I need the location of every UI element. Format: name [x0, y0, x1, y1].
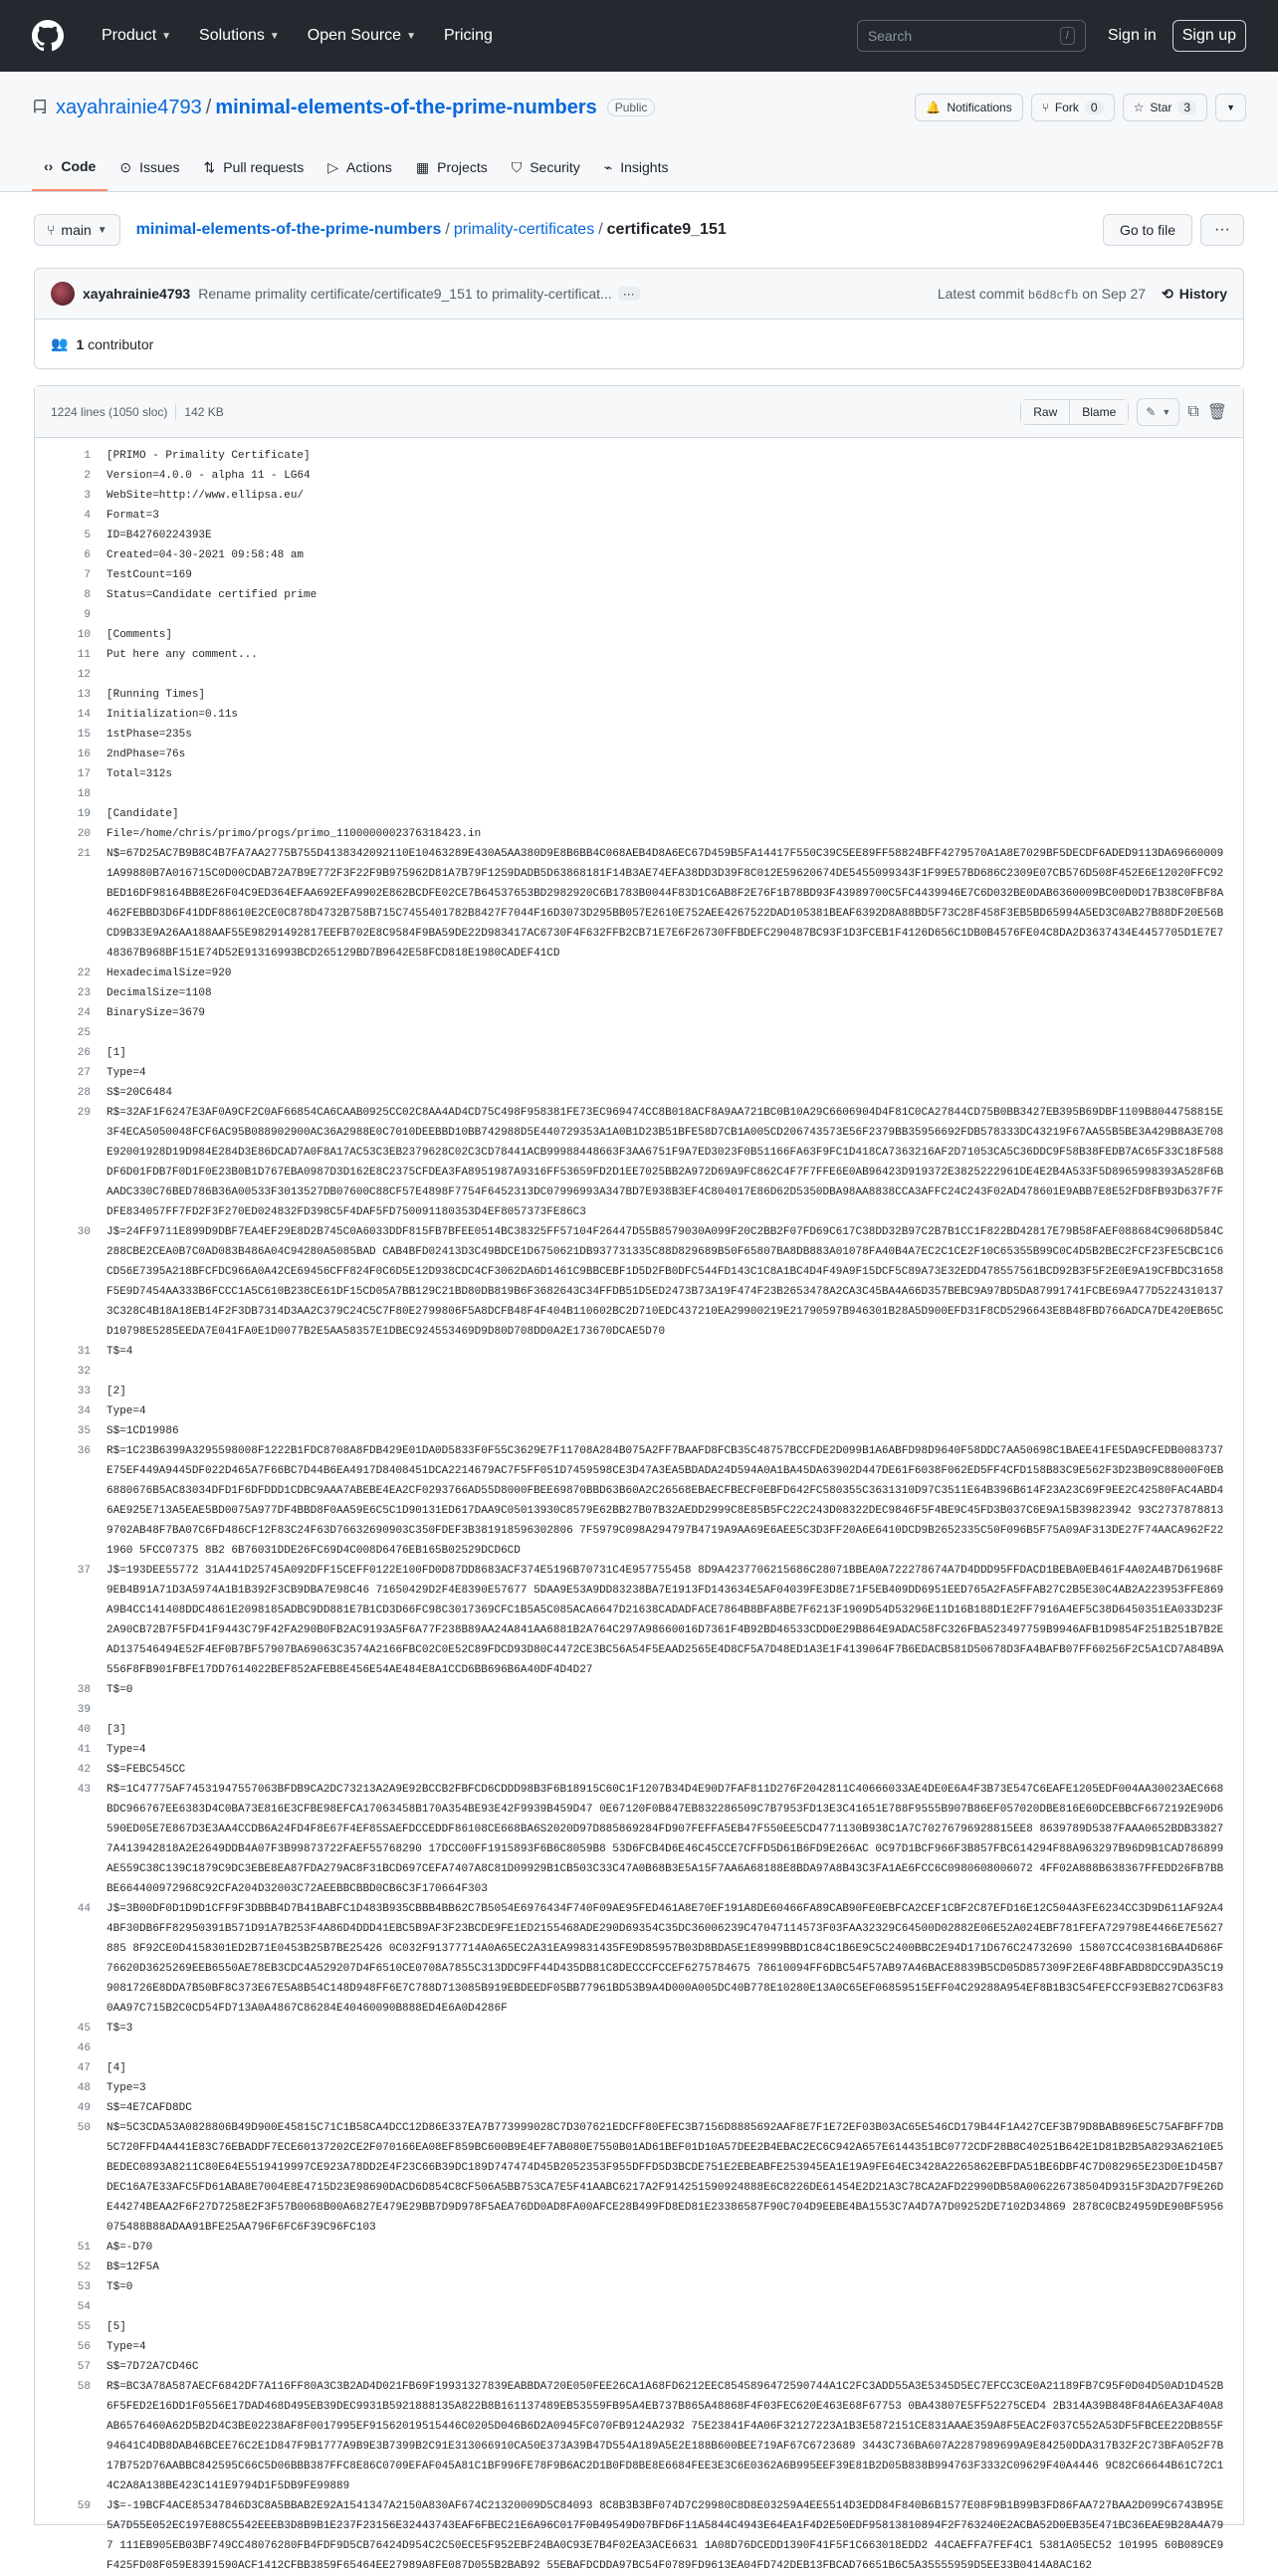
line-number[interactable]: 49	[77, 2102, 91, 2114]
tab-pull-requests[interactable]	[192, 143, 317, 191]
history-link[interactable]	[1162, 286, 1227, 303]
code-line	[35, 2238, 1243, 2257]
contributors-label: contributor	[88, 335, 154, 352]
line-text: Type=3	[106, 2082, 146, 2094]
line-text: J$=193DEE55772 31A441D25745A092DFF15CEFF0122E100FD0D87DD8683ACF374E5196B70731C4E957755458 8D9A4237706215686C28071BBEA0A722278674A7D4DDD95FFDACD1BEBA0EB461F4A02A4B7D61968F9EB4B91A71D3A5974A1B1B392F3CB9DBA7E98C46 71650429D2F4E8390E57677 5DAA9E53A9DD83238BA7E1913FD143634E5AF04039FE3D8E71F5EB409DD6951EED765A2FA5FFAB27C2B5E30C4AB2A223953FFE869A9B4CC141408DDC4861E2098185ADBC9DD881E7B1CD3D66FC98C3017369CFC1B5A5C085ACA6647D21638CADADFACE7864B8BFA8BE7F6213F1909D54D53296E11D16B188D1E2FF7916A4EF5C38D6450351EA033D23F2A90CB72B7F5FD41F9443C79F42FA290B0FB2AC9193A5F6A77F238B89AA24A841AA6881B2A764C297A98660016D7361F4B92BD46533CDD0E29B864E9ADAC58FC326FBA523497759B9946AFB1D9854F251B251B7B2EAD137546494E52F4EF0B7BF57907BA69063C3574A2166FBC02C0E52C89FDCD93D80C4472CE3BC56A54F5EAAD2565E4D8CF5A7D48ED1A3E1F4139064F7B6EDACB581D50678D3FA4BAFB07FF60256F2C5A1CD7A84B9A556F8FB901FBFE17DD7614022BEF852AFEB8E456E54AE484E8A1CCD6BB696B6A40DF4D4D27	[106, 1565, 1224, 1676]
code-line	[35, 1899, 1243, 2019]
code-line	[35, 2277, 1243, 2297]
code-line	[35, 1441, 1243, 1561]
code-line	[35, 824, 1243, 844]
code-line	[35, 2337, 1243, 2357]
line-text: B$=12F5A	[106, 2261, 159, 2273]
contributors-bar	[34, 320, 1244, 369]
github-logo-icon[interactable]	[32, 20, 64, 52]
tab-projects[interactable]	[404, 143, 500, 191]
main-content	[0, 192, 1278, 2572]
line-number[interactable]: 25	[77, 1027, 91, 1039]
chevron-down-icon: ▼	[1226, 103, 1235, 112]
line-text: [4]	[106, 2062, 126, 2074]
code-line	[35, 1342, 1243, 1362]
commit-date: on Sep 27	[1082, 285, 1147, 302]
line-text: TestCount=169	[106, 569, 192, 581]
code-line	[35, 784, 1243, 804]
branch-name: main	[61, 222, 92, 238]
branch-selector[interactable]	[34, 214, 120, 246]
nav-label: Solutions	[199, 27, 265, 44]
history-label: History	[1178, 286, 1227, 302]
line-number[interactable]: 1	[84, 450, 91, 462]
chevron-down-icon: ▼	[97, 224, 107, 236]
search-placeholder: Search	[867, 28, 913, 44]
fork-label: Fork	[1054, 101, 1079, 114]
line-text: HexadecimalSize=920	[106, 967, 232, 979]
line-text: R$=1C47775AF74531947557063BFDB9CA2DC73213A2A9E92BCCB2FBFCD6CDDD98B3F6B18915C60C1F1207B34D4E90D7FAF811D276F2042811C40666033AE4DE0E6A4F3B73E547C6EAFE1205EDF004AA30023AEC668BDC966767EE6383D4C0BA73E816E3CFBE98EFCA17063458B170A354BE93E42F9939B459D47 0E67120F0B847EB832286509C7B7953FD13E3C41651E788F9555B907B86EF057020DBE816E60DCEBBCF6672192E90D6590ED05E7E867D3E3AA4CCDB6A24FD4F8E67F4EF85SAEFDCCEDDF86108CE668BA6S2020D97D885869284FD907FEFFA5EB47F550EE5CD4771130B938C1A7C70276796928815EE8 8639789D5387FAAA0652BDB338277A413942818A2E2649DDB4A07F3B99873722FAEF55768290 17DCC00FF1915893F6B6C8059B8 53D6FCB4D6E46C45CCE7CFFD5D61B6FD9E266AC 0C97D1BCF966F3B857FBC614294F88A963297B96D9B1CAD786899AE559C38C139C1879C9DC3EBE8EA87FDA279AC8F31BCD697CEFA7407A8C81D09929B1CB503C33C47A0B68B3E5A15F7AA6A68188E8BDA97A8B43C3FA1AE6FCC6C0980608006072 4FF02A888B638367FFEDD26FB7BBBE664400972968C92CFA204D32003C72AEEBBCBBD0CB6C3F170664F303	[106, 1784, 1224, 1895]
line-number[interactable]: 14	[77, 709, 91, 721]
line-number[interactable]: 54	[77, 2301, 91, 2313]
code-line	[35, 605, 1243, 625]
line-text: [Candidate]	[106, 808, 179, 820]
sign-in-link[interactable]: Sign in	[1107, 27, 1157, 44]
line-text: Version=4.0.0 - alpha 11 - LG64	[106, 470, 311, 482]
tab-issues[interactable]	[107, 143, 191, 191]
repo-owner-link[interactable]: xayahrainie4793	[56, 96, 202, 118]
line-number[interactable]: 45	[77, 2023, 91, 2035]
tab-code[interactable]	[32, 143, 107, 191]
line-number[interactable]: 43	[77, 1784, 91, 1796]
code-line	[35, 486, 1243, 506]
visibility-badge: Public	[607, 99, 656, 116]
line-text: S$=FEBC545CC	[106, 1764, 186, 1776]
line-number[interactable]: 30	[77, 1226, 91, 1238]
code-line	[35, 1561, 1243, 1680]
line-number[interactable]: 46	[77, 2042, 91, 2054]
line-number[interactable]: 59	[77, 2500, 91, 2512]
code-line	[35, 1760, 1243, 1780]
code-line	[35, 1720, 1243, 1740]
line-number[interactable]: 47	[77, 2062, 91, 2074]
code-line	[35, 1680, 1243, 1700]
tab-label: Actions	[345, 159, 392, 175]
line-number[interactable]: 8	[84, 589, 91, 601]
trash-icon[interactable]: 🗑	[1206, 403, 1227, 421]
line-number[interactable]: 5	[84, 530, 91, 541]
line-number[interactable]: 19	[77, 808, 91, 820]
divider	[175, 404, 176, 420]
line-text: Type=4	[106, 2341, 146, 2353]
chevron-down-icon: ▼	[1162, 406, 1172, 417]
line-number[interactable]: 37	[77, 1565, 91, 1577]
line-text: Type=4	[106, 1405, 146, 1417]
code-line	[35, 1401, 1243, 1421]
line-number[interactable]: 11	[77, 649, 91, 661]
avatar[interactable]	[51, 282, 75, 306]
line-number[interactable]: 4	[84, 510, 91, 522]
line-number[interactable]: 7	[84, 569, 91, 581]
commit-message-link[interactable]: Rename primality certificate/certificate9_151 to primality-certificat...	[198, 286, 612, 302]
breadcrumb-repo-link[interactable]: minimal-elements-of-the-prime-numbers	[135, 221, 442, 238]
breadcrumb-separator: /	[598, 221, 603, 238]
breadcrumb	[136, 221, 727, 239]
fork-count: 0	[1085, 101, 1104, 114]
issue-icon: ⊙	[119, 158, 132, 175]
line-text: R$=32AF1F6247E3AF0A9CF2C0AF66854CA6CAAB0925CC02C8AA4AD4CD75C498F958381FE73EC969474CC8B018ACF8A9AA721BC0B10A29C6606904D4F81C0CA27844CD75B0BB3427EB395B69DBF1109B8044758815E3F4ECA5050048FCF6AC95B088902900AC36A2988E0C7010DEEBBD10BB742988D5E440729353A1A0B1D23B51BFE58D7CB1A005CD206743573E56F2379BB35956692FDB578333DC43219F67AA55B5BE3A429B8A3E708E92001928D19D984E284D3E86DCAD7A0F8A17AC53C3EB2379628C02C3CD78441ACB99988448663F3AA6751F9A7ED3023F0B51166FA63F9FC1D418CA7363216AF2D71053CA5C36DDC9F58B38FEDB7AC65F33C18F588DF6D01FDB7F0D1F0E23B0B1D767EBA0987D3D162E8C2375CFDEA3FA8951987A9316FF53659FD2D1EE7025BB2A972D69A9FC862C4F7F7FFE6E0AB96423D919372E3825222961DE4E2B4A533F5D8965998393A528F6BAADC330C76BED786B36A00533F3013527DB07600C88CF57E4898F7754F6452313DC07996993A347BD7E938B3EF4C804017E86D62D5350DBA98AA8838CCA3AFFC24C243F02AD478601E9ABB7E8E52FD8FB93D637F7FDFE834057FF7FD2F3F270ED024832FD398C5F4DAF5FD750091180353D4EF8057373FE86C3	[106, 1107, 1224, 1218]
code-line	[35, 2257, 1243, 2277]
line-number[interactable]: 31	[77, 1346, 91, 1358]
tab-label: Pull requests	[223, 159, 305, 175]
copy-icon[interactable]: ⧉	[1187, 402, 1199, 420]
line-text: [Running Times]	[106, 689, 206, 701]
line-text: S$=1CD19986	[106, 1425, 179, 1437]
star-icon: ☆	[1133, 101, 1145, 114]
chevron-down-icon: ▼	[161, 30, 172, 42]
code-line	[35, 844, 1243, 964]
line-number[interactable]: 3	[84, 490, 91, 502]
code-line	[35, 565, 1243, 585]
code-line	[35, 764, 1243, 784]
tab-label: Code	[61, 158, 97, 174]
repo-icon	[32, 100, 48, 115]
bell-icon: 🔔	[926, 101, 942, 114]
notifications-label: Notifications	[947, 101, 1012, 114]
line-text: T$=0	[106, 1684, 133, 1696]
breadcrumb-folder-link[interactable]: primality-certificates	[453, 221, 595, 238]
line-text: 2ndPhase=76s	[106, 749, 186, 760]
line-text	[106, 665, 1243, 685]
line-text	[106, 1362, 1243, 1382]
line-text: WebSite=http://www.ellipsa.eu/	[106, 490, 305, 502]
shield-icon: ⛉	[511, 158, 523, 175]
graph-icon: ⌁	[603, 158, 613, 175]
line-number[interactable]: 57	[77, 2361, 91, 2373]
file-size: 142 KB	[184, 404, 224, 419]
line-text: [Comments]	[106, 629, 173, 641]
expand-commit-button[interactable]: ···	[618, 287, 640, 301]
line-number[interactable]: 44	[77, 1903, 91, 1915]
code-line	[35, 466, 1243, 486]
line-text: N$=67D25AC7B9B8C4B7FA7AA2775B755D4138342092110E10463289E430A5AA380D9E8B6BB4C068AEB4D8A6EC67D459B5FA14417F550C39C5EE89FF58824BFF4279570A1A8E7029BF5DECDF6ADED9113DA696600091A99880B7A016715C0D00CDAB72A7B9E772F3F22F9B975962D81A7B79F1259DADB5D63868181F14B3AE74EFA38DD3D39F8C012E59620674DE5455099343F1F99E57BD686C2309E07CB576D508F452E6E12020FFC92BED16DF98164BB8E26F04C9ED364EFAA692EFA9902E862BCDFE02CE7B64537653BD2982920C6B1783B0044F83D1C6AB8F2E76F1B78BD93F43989700C5FC4439946E7C6D032BE0DAB6360009BC00D0D17B38C0FBF8A462FEBBD3D6F41DDF88610E2CE0C878D4732B758B715C7455401782B8427F7044F16D3073D295BB057E2610E752AEE4267522DAD105381BEAF6392D8A88BD5F73C28F458F3EB5BD65994A5ED3C0AB27B88DF20E56BCD9B33E9A26AA188AAF55E98291492817EEFB702E8C9584F9BA59DE22D983417AC6730F4F632FFB2CB71E7E6F26730FFBDEFC290487BC93F1D3FCEB1F4126D656C1DB0B4576FE04C8DA2D3637434E4457705D1E7E748367B968BF151E74D52E91316993BCD265129BD7B9642E58FCD818E1980CADEF41CD	[106, 848, 1224, 960]
code-line	[35, 1083, 1243, 1103]
play-icon: ▷	[327, 158, 338, 175]
chevron-down-icon: ▼	[269, 30, 280, 42]
tab-label: Projects	[437, 159, 488, 175]
line-number[interactable]: 16	[77, 749, 91, 760]
repo-separator: /	[205, 96, 212, 118]
line-number[interactable]: 18	[77, 788, 91, 800]
code-line	[35, 2317, 1243, 2337]
nav-label: Product	[102, 27, 157, 44]
notifications-button[interactable]	[915, 94, 1022, 121]
code-line	[35, 526, 1243, 545]
line-number[interactable]: 34	[77, 1405, 91, 1417]
line-text: T$=0	[106, 2281, 133, 2293]
code-line	[35, 1103, 1243, 1222]
tab-security[interactable]	[500, 143, 592, 191]
line-text: ID=B42760224393E	[106, 530, 212, 541]
code-line	[35, 506, 1243, 526]
table-icon: ▦	[415, 158, 430, 175]
code-line	[35, 964, 1243, 983]
code-line	[35, 725, 1243, 745]
repo-name-link[interactable]: minimal-elements-of-the-prime-numbers	[215, 96, 597, 118]
line-text: J$=24FF9711E899D9DBF7EA4EF29E8D2B745C0A6033DDF815FB7BFEE0514BC38325FF57104F26447D55B8579030A099F20C2BB2F07FD69C617C38DD32B97C2B7B1CC1F822BD42817E79B58FAEF088684C9068D584C288CBE2CEA0B7C0AD083B486A04C94280A5085BAD CAB4BFD02413D3C49BDCE1D6750621DB937731335C88D829689B50F65807BA8DB883A01078FA40B4A7EC2C1CE2F10C65355B99C0C4D5B2BEC2FCF23FE5CBC1C6CD56E7395A218BFCFDC966A0A42CE69456CFF824F0C6D5E12D938CDC4CF3062DA6D1461C9BBCEBF1D5D2FB0DFC544FD143C1C8A1BC4D4F49A9F15DCF5C89A73E32EDD478557561BCD92B3F5F2E0E9A19CFBDC31658F5E9D7454AA333B6FCCC1A5C610B238CE61DF15CD05A7BB129C21BD80DB819B6F3682643C34FFDB51D5ED2473B73A19F474F23B2653478A2CA3C45BA4A66D357BEBC9A97BD5DA87991741FCBE69A477D52243101373C328C4B18A18EB14F2F3DB7314D3AA2C379C24C5C7F80E2799806F5A8DCFB48F4F404B110602BC2D710EDC437210EA29900219E21790597B946301B28A5D900EFD31F8CD5296643E8B48FBD766ADCA7DE420EB65CD10798E5285EEDA7E041FA0E1D0077B2E5AA58357E1DBEC924553469D9D80D708DD0A2E173670DCAE5D70	[106, 1226, 1224, 1338]
line-text: S$=4E7CAFD8DC	[106, 2102, 192, 2114]
line-text: [3]	[106, 1724, 126, 1736]
line-text	[106, 2297, 1243, 2317]
line-text	[106, 605, 1243, 625]
line-text: BinarySize=3679	[106, 1007, 206, 1019]
line-text	[106, 2039, 1243, 2058]
file-header	[35, 386, 1243, 438]
nav-solutions[interactable]	[185, 27, 294, 45]
code-icon: ‹›	[44, 158, 54, 174]
tab-label: Issues	[139, 159, 180, 175]
code-line	[35, 2039, 1243, 2058]
line-number[interactable]: 52	[77, 2261, 91, 2273]
code-line	[35, 2496, 1243, 2576]
code-line	[35, 1780, 1243, 1899]
line-number[interactable]: 26	[77, 1047, 91, 1059]
file-actions	[1020, 398, 1227, 426]
line-text: [PRIMO - Primality Certificate]	[106, 450, 311, 462]
line-number[interactable]: 48	[77, 2082, 91, 2094]
nav-open-source[interactable]	[294, 27, 430, 45]
line-number[interactable]: 12	[77, 669, 91, 681]
line-text: [2]	[106, 1386, 126, 1397]
code-line	[35, 665, 1243, 685]
code-line	[35, 545, 1243, 565]
line-text: N$=5C3CDA53A0828806B49D900E45815C71C1B58CA4DCC12D86E337EA7B773999028C7D307621EDCFF80EFEC3B7156D8885692AAF8E7F1E72EF03B03AC65E546CD179B44F1A427CEF3B79D8BAB896E5C75AFBFF7DB5C720FFD4A441E83C76EBADDF7ECE60137202CE2F070166EA08EF859BC600B9E4EF7AB080E7550B01AD61BEF01D10A57DEE2B4EBAC2EC6C942A657E6144351BC0772CDF28B8C40251B642E1D81B2B5A8293A6210E5BEDEC0893A8211C80E64E5519419997CE923A78DD2E4F23C66B39DC189D747474D45B2052353F955DFFD5D3BCDE751E2EBEABFE253945EA1E19A9FE64EC3428A2265862EBFDA51BE6DBF4C7D082965E23D0E1D45B7DEC16A7E33AFC5FD61ABA8E7004E8E4715D23E98690DACD6D854C8CF506A5BB753CA7E5F41AABC6217A2F914251590924888E6C8226DE61454E2D21A3C78CA2AFD22990DB58A006226738504D9315F3DA2D7F9E26DE44274BEAA2F6F27D7258E2F3F57B0068B00A6827E479E29BB7D9D978F5AEA76DD0AD8FA00AFCE28B499FD8ED81E23386587F90C704D9EEBE4BA1553C7A4D7A7D09252DE7102D34869 2878C0CB24959DE90BF5956075488B88ADAA91BFE25AA796F6FC6F39C96FC103	[106, 2122, 1224, 2234]
nav-label: Pricing	[443, 27, 493, 44]
code-line	[35, 1063, 1243, 1083]
code-line	[35, 1043, 1243, 1063]
line-text: S$=20C6484	[106, 1087, 173, 1099]
pull-request-icon: ⇅	[203, 158, 216, 175]
search-input[interactable]	[857, 20, 1086, 52]
line-text: File=/home/chris/primo/progs/primo_1100000002376318423.in	[106, 828, 482, 840]
file-nav-row	[34, 192, 1244, 268]
line-number[interactable]: 28	[77, 1087, 91, 1099]
go-to-file-button[interactable]: Go to file	[1103, 214, 1192, 246]
global-header	[0, 0, 1278, 72]
code-line	[35, 1362, 1243, 1382]
code-line	[35, 645, 1243, 665]
line-text: Type=4	[106, 1744, 146, 1756]
contributors-count: 1	[76, 335, 85, 352]
line-text: S$=7D72A7CD46C	[106, 2361, 199, 2373]
tab-insights[interactable]	[592, 143, 681, 191]
line-number[interactable]: 10	[77, 629, 91, 641]
pencil-icon: ✎	[1146, 404, 1157, 419]
line-text	[106, 1023, 1243, 1043]
repo-header	[0, 72, 1278, 192]
line-text: J$=-19BCF4ACE85347846D3C8A5BBAB2E92A1541347A2150A830AF674C21320009D5C84093 8C8B3B3BF074D7C29980C8D8E03259A4EE5514D3EDD84F840B6B1577E08F9B1B99B3FD86FAA727BAA2D099C6743B95E5A7D55E052EC197E88C5542EEEB3D8B9B1E237F23156E32443743EAF6FBEC21E6A96C017F0B49549D07BFD6F11A5844C4943E64EA1F4D2E50EDF95813810894F2F763240E2ACBA52D0EB35E471BC36EAE9B28A4A797 111EB905EB03BF749CC48076280FB4FDF9D5CB76424D954C2C50ECE5F952EBF24BA0C93E7B4F02EA3ACE6631 1A08D76DCEDD1390F41F5F1C663018EDD2 44CAEFFA7FEF4C1 5381A05EC52 101995 60B089CE9F425FD08F059E8391590ACF1412CFBB3859F65464EE27989A8FE087D055B2BAB92 55EBAFDCDDA97BC54F0789FD9613EA04FD742DEB13FBCAD76651B6C5A35555959D5EE33B0414A8AC162	[106, 2500, 1224, 2572]
code-line	[35, 2357, 1243, 2377]
code-line	[35, 2297, 1243, 2317]
line-text: R$=1C23B6399A3295598008F1222B1FDC8708A8FDB429E01DA0D5833F0F55C3629E7F11708A284B075A2FF7BAAFD8FCB35C48757BCCFDE2D099B1A6ABFD98D9640F58DDC7AA50698C1BAEE41FE5DA9CFEDB0083737E75EF449A9445DF022D465A7F66BC7D44B6EA4917D8408451DCA2214679AC7F5FF051D7459598CE3D47A3EA5BDADA24D594A0A1BA45DA63902D447DE61F6038F062ED5FF4CFD158B83C9E562F3D23B09C88000F0EB6880676B5AC83034DFD1F6DFDDD1CDBC9AAA7ABEBE4EA2CF0293766AD55D8000FBEE69870BBD63B60A2C26568EBAECFBECF0EBFD642FC580355C3631310D97C3511E64B396B614F23A23C69F9EE2C42580FAC4ABD46AE925E713A5EAE5BD0075A977DF4BBD8F0AA59E6C5C1D90131ED617DAA9C05013930C8579E62BB27B07B32AEDD2999C8E85B5FC22C243D08322DEC9846F5F4BE9C45FD3B037C6E9A15B39823942 93C27378788139702AB48F7BA07C6FD486CF12F83C24F63D76632690903C350FDEF3B381918596302806 7F5979C098A294797B4719A9AA69E6AEE5C3D3FF20A6E6410DCD9B2652335C50F096B5F75A09AF313DE27F74AACA962F221960 5FCC07375 8B2 6B76031DDE26FC69D4C008D6476EB165B02529DCD6CD	[106, 1445, 1224, 1557]
code-line	[35, 2058, 1243, 2078]
nav-product[interactable]	[88, 27, 185, 45]
line-number[interactable]: 15	[77, 729, 91, 741]
code-line	[35, 983, 1243, 1003]
tab-actions[interactable]	[316, 143, 404, 191]
latest-commit-info	[938, 286, 1146, 303]
line-number[interactable]: 23	[77, 987, 91, 999]
line-number[interactable]: 33	[77, 1386, 91, 1397]
line-text: 1stPhase=235s	[106, 729, 192, 741]
raw-blame-group	[1020, 399, 1129, 425]
line-number[interactable]: 42	[77, 1764, 91, 1776]
line-text: Status=Candidate certified prime	[106, 589, 318, 601]
line-number[interactable]: 6	[84, 549, 91, 561]
line-number[interactable]: 22	[77, 967, 91, 979]
file-viewer	[34, 385, 1244, 2572]
line-text: Format=3	[106, 510, 159, 522]
commit-author-link[interactable]: xayahrainie4793	[83, 286, 191, 302]
repo-title	[32, 88, 1246, 127]
blame-button[interactable]: Blame	[1069, 400, 1128, 424]
latest-commit-bar	[34, 268, 1244, 320]
raw-button[interactable]: Raw	[1021, 400, 1069, 424]
file-lines-info: 1224 lines (1050 sloc)	[51, 404, 168, 419]
line-number[interactable]: 56	[77, 2341, 91, 2353]
branch-icon: ⑂	[47, 222, 56, 238]
people-icon: 👥	[51, 335, 69, 351]
line-text: Type=4	[106, 1067, 146, 1079]
breadcrumb-current-file: certificate9_151	[606, 221, 727, 238]
code-line	[35, 804, 1243, 824]
sign-up-button[interactable]: Sign up	[1172, 20, 1246, 52]
line-number[interactable]: 35	[77, 1425, 91, 1437]
star-dropdown-button[interactable]	[1215, 94, 1246, 121]
contributors-text[interactable]	[76, 336, 153, 352]
line-number[interactable]: 51	[77, 2242, 91, 2254]
line-text: R$=BC3A78A587AECF6842DF7A116FF80A3C3B2AD4D021FB69F19931327839EABBDA720E050FEE26CA1A68FD6212EEC8545896472590744A1C2FC3ADD55A3E5345D5EC7EFCC3CE0A21189FB7C95F0D04D50AD1D452B6F5FED2E16DD1F0556E17DAD468D495EB39DEC9931B5921888135A822B8B161137489EB53559FB95A4EB737B865A48868F4F03FEC620E463E68F67753 0BA43807E5FF52275CED4 2B314A39B848F84A6EA3AF40A8AB6576460A62D5B2D4C3BE02238AF8F0017995EF91562019515446C0205D046B6D2A0945FC070FB9124A2932 75E23841F4A06F32127223A1B3E5872151CE831AAAE359A8F5EAC2F037C552A53DF5FBCEE22DB855F94641C4DB8DAB46BCEE76C2E1D847F9B1777A9B9E3B7399B2C91E313066910CA50E373A39B47D554A189A5E2E188B600BEE719AF67C6723689 3443C736BA607A2287989699A9E84250DDA317B32F2C73BFA052F7B17B752D76AABBC842595C66C5D06BBB387FFC8E86C0709EFAF045A81C1BF996FE78F9B6AC2D1B0FD8BE8E6684FEE3E3C6E0362A6B995EEF39E81B2D05B838B994763F3332C09629F40A4446 9C82C66644B61C72C14C2A8A138BE423C141E9794D1F5DB9FE99889	[106, 2381, 1224, 2492]
code-line	[35, 585, 1243, 605]
line-text	[106, 784, 1243, 804]
code-line	[35, 2377, 1243, 2496]
search-shortcut-key: /	[1060, 27, 1075, 45]
line-number[interactable]: 21	[77, 848, 91, 860]
code-content	[35, 438, 1243, 2576]
line-text: A$=-D70	[106, 2242, 153, 2254]
code-line	[35, 1382, 1243, 1401]
code-line	[35, 745, 1243, 764]
code-line	[35, 625, 1243, 645]
code-line	[35, 1222, 1243, 1342]
line-number[interactable]: 39	[77, 1704, 91, 1716]
top-nav	[88, 27, 507, 45]
line-number[interactable]: 50	[77, 2122, 91, 2134]
line-text: Total=312s	[106, 768, 173, 780]
code-line	[35, 1740, 1243, 1760]
code-line	[35, 1700, 1243, 1720]
tab-label: Insights	[620, 159, 669, 175]
code-line	[35, 2019, 1243, 2039]
line-text: DecimalSize=1108	[106, 987, 212, 999]
line-number[interactable]: 32	[77, 1366, 91, 1378]
line-number[interactable]: 53	[77, 2281, 91, 2293]
code-line	[35, 2118, 1243, 2238]
code-line	[35, 1023, 1243, 1043]
line-text: Initialization=0.11s	[106, 709, 239, 721]
star-count: 3	[1177, 101, 1196, 114]
line-number[interactable]: 29	[77, 1107, 91, 1119]
edit-file-button[interactable]	[1137, 398, 1179, 426]
line-text	[106, 1700, 1243, 1720]
line-number[interactable]: 13	[77, 689, 91, 701]
line-text: [1]	[106, 1047, 126, 1059]
code-line	[35, 705, 1243, 725]
line-number[interactable]: 24	[77, 1007, 91, 1019]
line-number[interactable]: 9	[84, 609, 91, 621]
commit-sha-link[interactable]: b6d8cfb	[1027, 288, 1079, 303]
line-text: [5]	[106, 2321, 126, 2333]
line-number[interactable]: 55	[77, 2321, 91, 2333]
history-icon: ⟲	[1162, 285, 1173, 302]
line-text: J$=3B00DF0D1D9D1CFF9F3DBBB4D7B41BABFC1D483B935CBBB4BB62C7B5054E6976434F740F09AE95FED461A8E70EF191A8DE60466FA89CAB90FE0EBFCA2CEF1CBF2C87EFD16E12C504A3FE6234CC3D9D611AF92A44BF30DB6FF82950391B571D91A7B253F4A86D4DDD41EBC5B9AF3F23BCDE9FE1ED2155468ADE290D69354C35DC36006239C47047114573F03FAA32329C64500D02882E06E52A024EBF781FEFA729798E4466E7E5627885 8F92CE0D4158301ED2B71E0453B25B7BE25426 0C032F91377714A0A65EC2A31EA99831435FE9D85957B03D8BDA5E1E8999BBD1C84C1B6E9C5C2400BBC2E94D171D676C24732690 15807CC4C03816BA4D686F76620D3625269EEB6550AE78EB3CDC4A529207D4F6510CE0708A7855C313DDC9FF44D435DB81C8DECCCFCCEF6275784675 78610094FF6DBC54F57AB97A46BACE8839B5CD05D857309F2E6F48BFABD8DCC9DA35C199081726E8DDA7B50BF8C373E67E5A8B54C148D948FF6E7C788D713085B919EBDEEDF05BB77961BD53B9A4D000A005DC40B778E10280E13A0C65EF06859515EFF04C29288A954EF8B1B3C54FEFCCF93EB827CD63F830AA97C715B2C0CD54FD713A0A4867C86284E40460090B888ED4E6A0D4286F	[106, 1903, 1224, 2015]
code-line	[35, 2078, 1243, 2098]
line-text: Put here any comment...	[106, 649, 258, 661]
code-line	[35, 2098, 1243, 2118]
latest-commit-label: Latest commit	[937, 285, 1024, 302]
chevron-down-icon: ▼	[406, 30, 416, 42]
nav-pricing[interactable]	[430, 27, 507, 45]
breadcrumb-separator: /	[445, 221, 450, 238]
line-text: Created=04-30-2021 09:58:48 am	[106, 549, 305, 561]
line-number[interactable]: 17	[77, 768, 91, 780]
line-number[interactable]: 20	[77, 828, 91, 840]
line-text: T$=3	[106, 2023, 133, 2035]
fork-icon: ⑂	[1041, 101, 1049, 114]
star-label: Star	[1150, 101, 1172, 114]
line-number[interactable]: 27	[77, 1067, 91, 1079]
code-line	[35, 1421, 1243, 1441]
code-line	[35, 1003, 1243, 1023]
tab-label: Security	[530, 159, 580, 175]
repo-actions	[915, 94, 1246, 121]
code-line	[35, 685, 1243, 705]
code-line	[35, 446, 1243, 466]
line-number[interactable]: 2	[84, 470, 91, 482]
more-options-button[interactable]: ···	[1200, 214, 1244, 246]
line-number[interactable]: 58	[77, 2381, 91, 2393]
nav-label: Open Source	[307, 27, 402, 44]
line-number[interactable]: 38	[77, 1684, 91, 1696]
fork-button[interactable]	[1031, 94, 1115, 121]
line-number[interactable]: 40	[77, 1724, 91, 1736]
line-number[interactable]: 36	[77, 1445, 91, 1457]
line-text: T$=4	[106, 1346, 133, 1358]
line-number[interactable]: 41	[77, 1744, 91, 1756]
star-button[interactable]	[1123, 94, 1207, 121]
repo-tabs	[32, 143, 1246, 191]
